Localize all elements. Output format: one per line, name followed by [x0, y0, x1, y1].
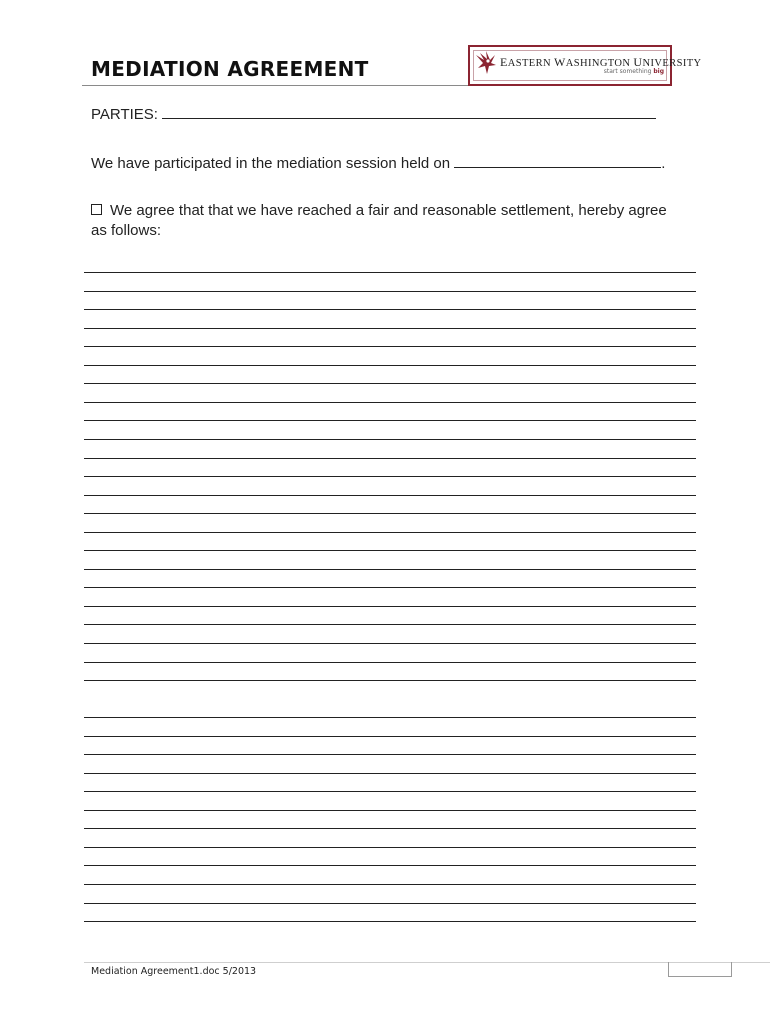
logo-word: ASHINGTON [565, 58, 634, 69]
logo-letter: W [554, 55, 566, 69]
university-logo [468, 45, 702, 86]
writing-line[interactable] [84, 495, 696, 496]
writing-line[interactable] [84, 662, 696, 663]
writing-line[interactable] [84, 810, 696, 811]
session-line [91, 153, 665, 172]
writing-line[interactable] [84, 884, 696, 885]
writing-line[interactable] [84, 791, 696, 792]
writing-line[interactable] [84, 532, 696, 533]
writing-line[interactable] [84, 736, 696, 737]
writing-line[interactable] [84, 272, 696, 273]
writing-line[interactable] [84, 328, 696, 329]
parties-blank[interactable] [162, 104, 656, 119]
agree-checkbox[interactable] [91, 204, 102, 215]
writing-line[interactable] [84, 921, 696, 922]
writing-line[interactable] [84, 383, 696, 384]
writing-line[interactable] [84, 309, 696, 310]
writing-line[interactable] [84, 550, 696, 551]
writing-line[interactable] [84, 439, 696, 440]
agree-line [91, 202, 667, 219]
logo-university-name [500, 55, 702, 70]
session-period: . [661, 155, 666, 172]
writing-line[interactable] [84, 865, 696, 866]
writing-line[interactable] [84, 402, 696, 403]
parties-line [91, 104, 656, 123]
writing-line[interactable] [84, 587, 696, 588]
writing-line[interactable] [84, 680, 696, 681]
footer-filename: Mediation Agreement1.doc 5/2013 [91, 966, 257, 977]
title-divider [82, 85, 468, 86]
logo-tagline-text: start something [603, 68, 654, 75]
writing-line[interactable] [84, 420, 696, 421]
page-title: MEDIATION AGREEMENT [91, 57, 369, 81]
logo-word: NIVERSITY [642, 58, 702, 69]
writing-line[interactable] [84, 606, 696, 607]
eagle-icon [474, 49, 498, 77]
writing-line[interactable] [84, 643, 696, 644]
writing-line[interactable] [84, 624, 696, 625]
session-date-blank[interactable] [454, 153, 661, 168]
writing-line[interactable] [84, 476, 696, 477]
writing-line[interactable] [84, 569, 696, 570]
writing-line[interactable] [84, 458, 696, 459]
parties-label: PARTIES: [91, 106, 158, 123]
logo-word: ASTERN [507, 58, 554, 69]
writing-line[interactable] [84, 717, 696, 718]
agree-line-2: as follows: [91, 222, 162, 239]
logo-letter: U [633, 55, 643, 69]
logo-letter: E [500, 55, 508, 69]
writing-line[interactable] [84, 513, 696, 514]
footer-tab [668, 962, 732, 977]
writing-line[interactable] [84, 346, 696, 347]
agree-text: We agree that that we have reached a fair and reasonable settlement, hereby agree [110, 202, 667, 219]
writing-line[interactable] [84, 365, 696, 366]
writing-line[interactable] [84, 291, 696, 292]
session-label: We have participated in the mediation session held on [91, 155, 451, 172]
logo-tagline [604, 68, 664, 75]
writing-line[interactable] [84, 773, 696, 774]
writing-line[interactable] [84, 847, 696, 848]
writing-line[interactable] [84, 828, 696, 829]
writing-line[interactable] [84, 754, 696, 755]
writing-line[interactable] [84, 903, 696, 904]
logo-tagline-bold: big [653, 68, 664, 75]
